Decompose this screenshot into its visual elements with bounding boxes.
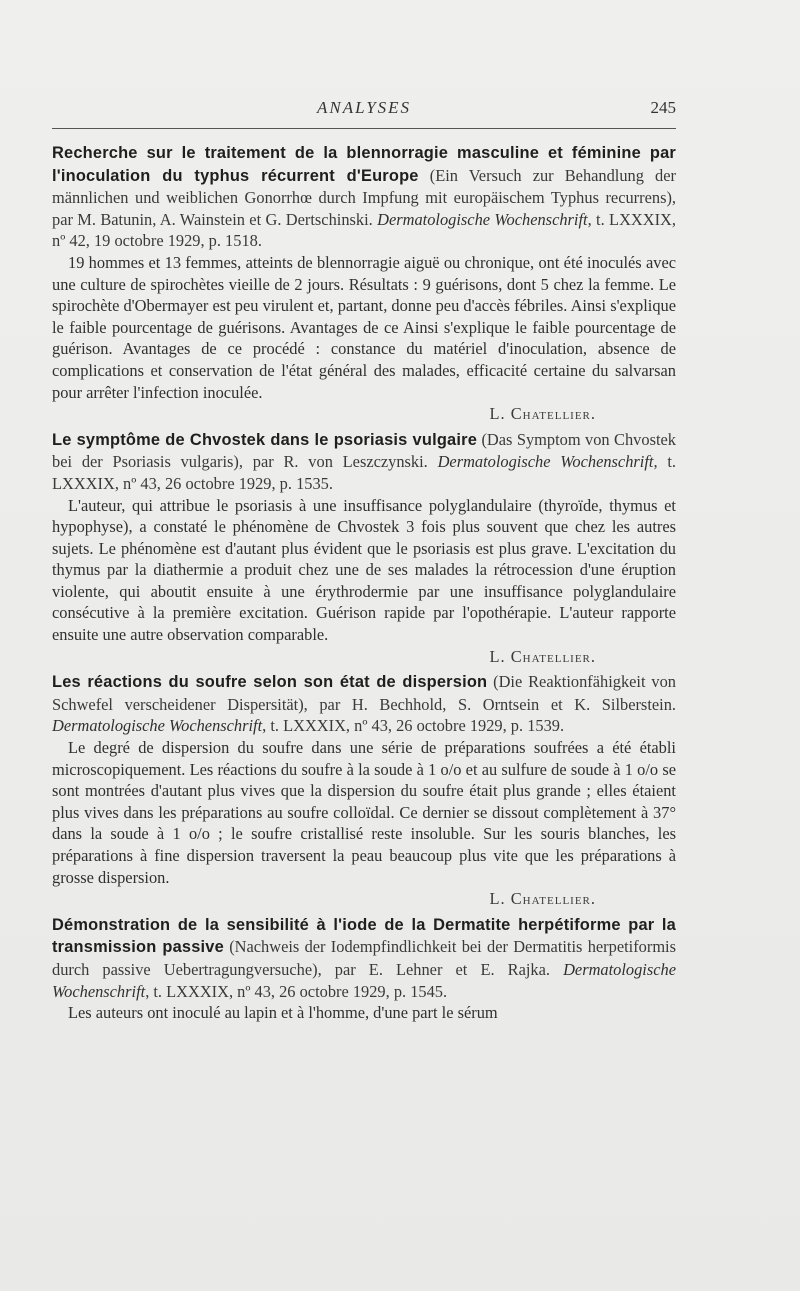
article-body: Les auteurs ont inoculé au lapin et à l'homme, d'une part le sérum [68,1003,498,1023]
article-citation: , t. LXXXIX, nº 42, 19 octobre 1929, p. 1518. [52,209,676,251]
article-3 [52,671,676,910]
article-title: Le symptôme de Chvostek dans le psoriasis vulgaire [52,430,478,449]
article-body: L'auteur, qui attribue le psoriasis à une insuffisance polyglandulaire (thyroïde, thymus et hypophyse), a constaté le phénomène de Chvostek 3 fois plus souvent que chez les autres sujets. Le phénomène est d'autant plus évident que le psoriasis est plus grave. L'excitation du thymus par la diathermie a produit chez une de ses malades la rétrocession d'une éruption violente, qui aboutit ensuite à une érythrodermie par une insuffisance polyglandulaire consécutive à la première excitation. Guérison rapide par l'opothérapie. L'auteur rapporte ensuite une autre observation comparable. [52,495,676,645]
journal-name: Dermatologische Wochenschrift [52,959,676,1001]
article-citation: , t. LXXXIX, nº 43, 26 octobre 1929, p. 1545. [145,981,448,1001]
article-2 [52,429,676,668]
article-heading [52,914,676,1002]
article-title: Recherche sur le traitement de la blennorragie masculine et féminine par l'inoculation du typhus récurrent d'Europe [52,144,676,185]
article-heading [52,142,676,252]
article-heading [52,671,676,737]
article-body: 19 hommes et 13 femmes, atteints de blennorragie aiguë ou chronique, ont été inoculés avec une culture de spirochètes vieille de 2 jours. Résultats : 9 guérisons, dont 5 chez la femme. Le spirochète d'Obermayer est peu virulent et, partant, donne peu d'accès fébriles. Ainsi s'explique le faible pourcentage de guérisons. Avantages de ce Ainsi s'explique le faible pourcentage de guérison. Avantages de ce procédé : constance du matériel d'inoculation, absence de complications et conservation de l'état général des malades, efficacité certaine du salvarsan pour arrêter l'infection inoculée. [52,252,676,402]
running-title: ANALYSES [316,98,412,117]
journal-name: Dermatologische Wochenschrift [52,716,263,736]
article-citation: , t. LXXXIX, nº 43, 26 octobre 1929, p. 1535. [52,452,676,493]
header-rule [52,128,676,129]
article-reference: (Nachweis der Iodempfindlichkeit bei der Dermatitis herpetiformis durch passive Uebertragungversuche), par E. Lehner et E. Rajka. [52,937,676,979]
article-column [52,142,676,1028]
page-header [52,98,676,124]
article-body: Le degré de dispersion du soufre dans une série de préparations soufrées a été établi microscopiquement. Les réactions du soufre à la soude à 1 o/o et au sulfure de soude à 1 o/o se sont montrées d'autant plus vives que la dispersion du soufre était plus grande ; elles étaient plus vives dans les préparations au soufre colloïdal. Ce dernier se dissout complètement à 37° dans la soude à 1 o/o ; le soufre cristallisé reste insoluble. Sur les souris blanches, les préparations à fine dispersion traversent la peau beaucoup plus vite que les préparations à grosse dispersion. [52,738,676,887]
article-reference: (Das Symptom von Chvostek bei der Psoriasis vulgaris), par R. von Leszczynski. [52,429,676,472]
article-4 [52,914,676,1024]
article-title: Démonstration de la sensibilité à l'iode de la Dermatite herpétiforme par la transmission passive [52,915,676,957]
article-title: Les réactions du soufre selon son état de dispersion [52,673,488,692]
article-signature: L. Chatellier. [489,404,596,424]
article-1 [52,142,676,425]
article-signature: L. Chatellier. [489,646,596,666]
article-heading [52,429,676,495]
article-reference: (Ein Versuch zur Behandlung der männlichen und weiblichen Gonorrhœ durch Impfung mit europäischem Typhus recurrens), par M. Batunin, A. Wainstein et G. Dertschinski. [52,165,676,229]
article-citation: , t. LXXXIX, nº 43, 26 octobre 1929, p. 1539. [262,716,565,736]
article-reference: (Die Reaktionfähigkeit von Schwefel verscheidener Dispersität), par H. Bechhold, S. Orntsein et K. Silberstein. [52,672,676,714]
journal-name: Dermatologische Wochenschrift [377,209,588,229]
article-signature: L. Chatellier. [489,889,596,909]
journal-name: Dermatologische Wochenschrift [437,452,654,472]
page-number: 245 [650,98,676,117]
